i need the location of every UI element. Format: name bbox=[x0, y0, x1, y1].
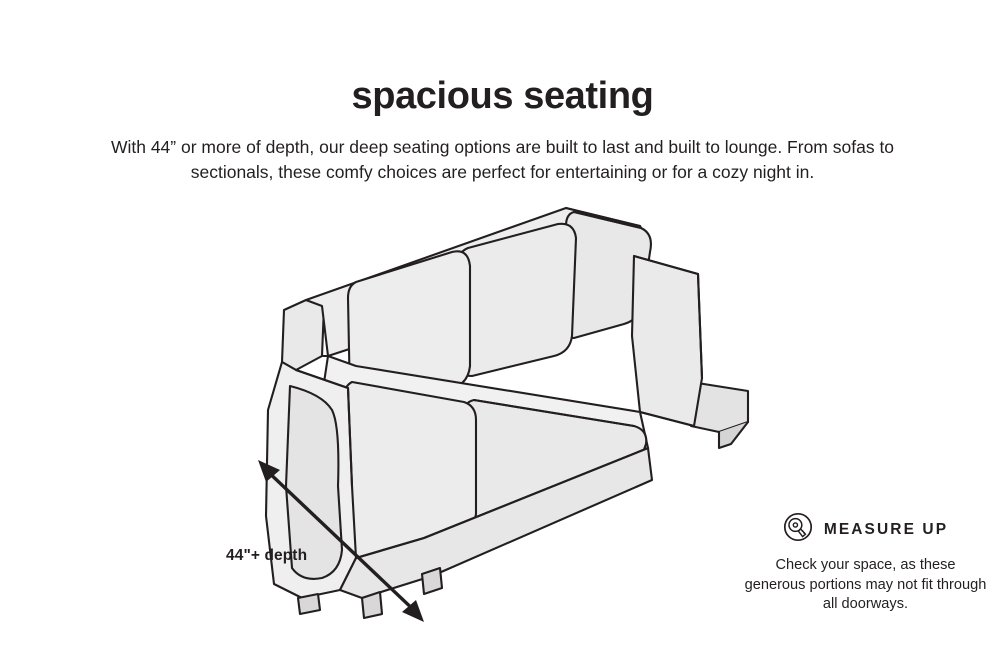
measure-up-callout bbox=[744, 512, 987, 615]
measure-up-title: MEASURE UP bbox=[823, 520, 949, 538]
measure-up-header bbox=[744, 512, 987, 547]
depth-dimension-label: 44"+ depth bbox=[226, 547, 308, 564]
page-title: spacious seating bbox=[351, 75, 654, 118]
measure-up-text: Check your space, as these generous portions may not fit through all doorways. bbox=[744, 557, 987, 613]
description-text: With 44” or more of depth, our deep seating options are built to last and built to lounge. From sofas to sectionals, these comfy choices are perfect for entertaining or for a cozy night in. bbox=[110, 136, 895, 183]
tape-measure-icon bbox=[783, 512, 813, 547]
sofa-illustration bbox=[236, 186, 781, 626]
